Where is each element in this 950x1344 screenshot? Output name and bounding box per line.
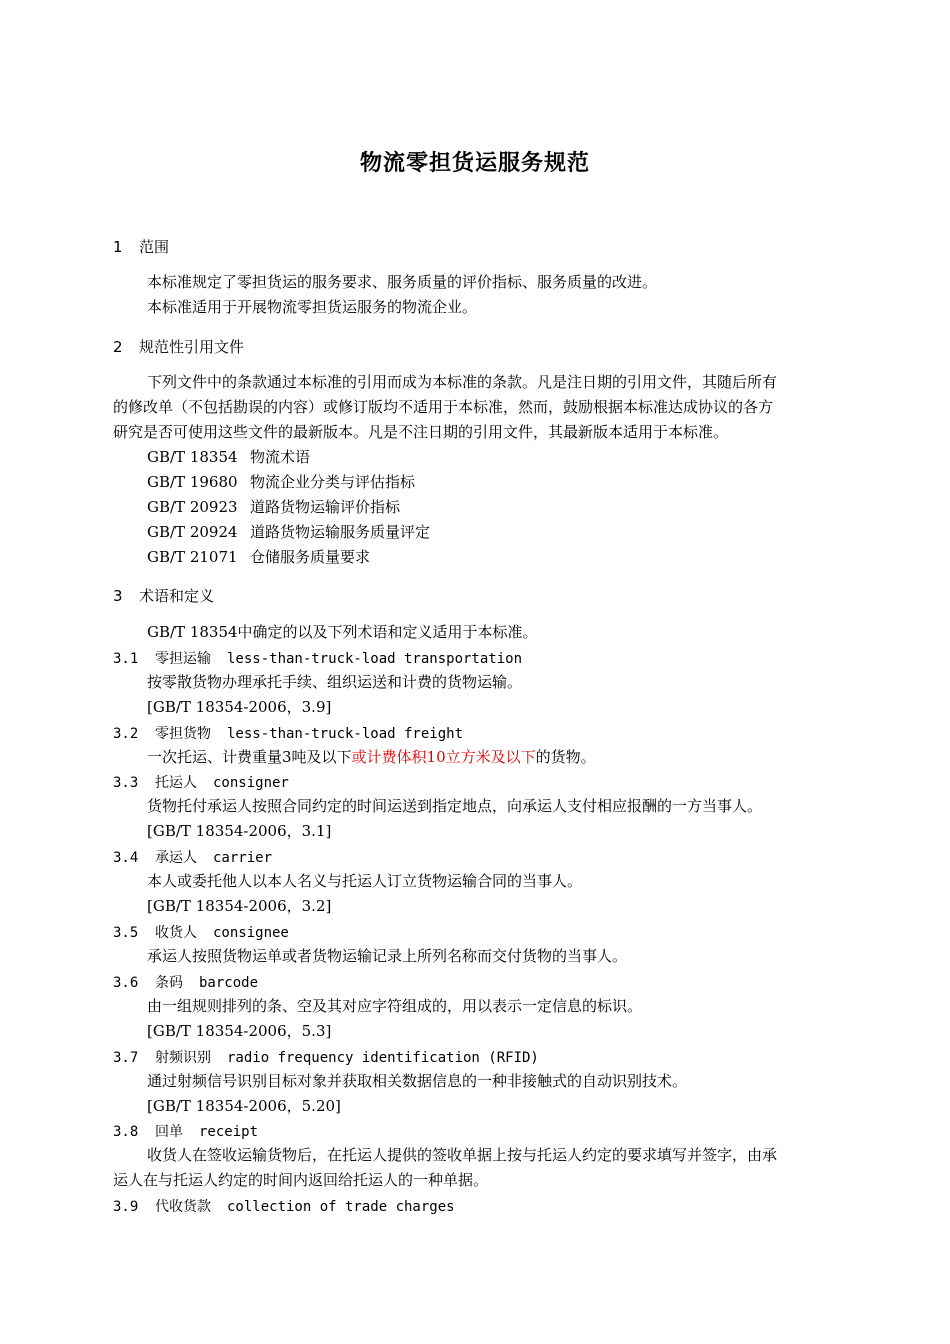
term-english: less-than-truck-load transportation	[227, 651, 523, 667]
term-definition: 通过射频信号识别目标对象并获取相关数据信息的一种非接触式的自动识别技术。	[147, 1072, 688, 1090]
reference-name: 物流术语	[250, 448, 311, 466]
term-definition: 按零散货物办理承托手续、组织运送和计费的货物运输。	[147, 673, 523, 691]
reference-name: 道路货物运输评价指标	[250, 498, 401, 516]
section-title: 术语和定义	[139, 587, 215, 605]
term-chinese: 射频识别	[155, 1050, 211, 1066]
term-source: [GB/T 18354-2006，3.1]	[147, 822, 332, 840]
term-chinese: 回单	[155, 1124, 183, 1140]
highlighted-text: 或计费体积10立方米及以下	[351, 748, 536, 766]
term-heading	[113, 1121, 258, 1141]
term-heading	[113, 1196, 455, 1216]
term-chinese: 代收货款	[155, 1199, 211, 1215]
term-number: 3.5	[113, 925, 139, 941]
reference-name: 物流企业分类与评估指标	[250, 473, 416, 491]
normative-paragraph-line-2: 的修改单（不包括勘误的内容）或修订版均不适用于本标准，然而，鼓励根据本标准达成协议的各方	[113, 398, 774, 416]
term-heading	[113, 1047, 539, 1067]
term-definition-line-1: 收货人在签收运输货物后，在托运人提供的签收单据上按与托运人约定的要求填写并签字，由承	[147, 1146, 778, 1164]
term-number: 3.6	[113, 975, 139, 991]
term-source: [GB/T 18354-2006，5.20]	[147, 1097, 341, 1115]
scope-paragraph-1: 本标准规定了零担货运的服务要求、服务质量的评价指标、服务质量的改进。	[147, 273, 658, 291]
term-english: receipt	[199, 1124, 259, 1140]
reference-item	[147, 522, 430, 542]
term-definition: 货物托付承运人按照合同约定的时间运送到指定地点，向承运人支付相应报酬的一方当事人。	[147, 797, 763, 815]
term-number: 3.8	[113, 1124, 139, 1140]
term-chinese: 条码	[155, 975, 183, 991]
section-title: 范围	[139, 238, 170, 256]
term-number: 3.7	[113, 1050, 139, 1066]
section-2-heading	[113, 336, 244, 357]
term-chinese: 零担货物	[155, 726, 211, 742]
section-number: 1	[113, 238, 123, 256]
term-heading	[113, 972, 258, 992]
terms-intro: GB/T 18354中确定的以及下列术语和定义适用于本标准。	[147, 623, 538, 641]
term-source: [GB/T 18354-2006，5.3]	[147, 1022, 332, 1040]
section-number: 3	[113, 587, 123, 605]
term-english: consigner	[213, 775, 289, 791]
term-number: 3.2	[113, 726, 139, 742]
term-definition: 承运人按照货物运单或者货物运输记录上所列名称而交付货物的当事人。	[147, 947, 628, 965]
scope-paragraph-2: 本标准适用于开展物流零担货运服务的物流企业。	[147, 298, 478, 316]
normative-paragraph-line-1: 下列文件中的条款通过本标准的引用而成为本标准的条款。凡是注日期的引用文件，其随后所有	[147, 373, 778, 391]
term-english: collection of trade charges	[227, 1199, 455, 1215]
term-english: barcode	[199, 975, 259, 991]
term-heading	[113, 922, 289, 942]
term-chinese: 零担运输	[155, 651, 211, 667]
reference-code: GB/T 19680	[147, 473, 238, 491]
reference-item	[147, 497, 400, 517]
term-heading	[113, 723, 463, 743]
term-definition-line-2: 运人在与托运人约定的时间内返回给托运人的一种单据。	[113, 1171, 489, 1189]
term-number: 3.9	[113, 1199, 139, 1215]
term-heading	[113, 648, 522, 668]
normative-paragraph-line-3: 研究是否可使用这些文件的最新版本。凡是不注日期的引用文件，其最新版本适用于本标准。	[113, 423, 729, 441]
definition-text: 的货物。	[535, 748, 596, 766]
term-english: radio frequency identification (RFID)	[227, 1050, 539, 1066]
term-chinese: 收货人	[155, 925, 197, 941]
reference-name: 仓储服务质量要求	[250, 548, 371, 566]
reference-code: GB/T 18354	[147, 448, 238, 466]
section-number: 2	[113, 338, 123, 356]
definition-text: 一次托运、计费重量3吨及以下	[147, 748, 352, 766]
reference-code: GB/T 21071	[147, 548, 238, 566]
term-number: 3.1	[113, 651, 139, 667]
reference-name: 道路货物运输服务质量评定	[250, 523, 431, 541]
section-title: 规范性引用文件	[139, 338, 245, 356]
term-source: [GB/T 18354-2006，3.2]	[147, 897, 332, 915]
reference-item	[147, 472, 415, 492]
term-source: [GB/T 18354-2006，3.9]	[147, 698, 332, 716]
term-number: 3.3	[113, 775, 139, 791]
term-heading	[113, 772, 289, 792]
term-number: 3.4	[113, 850, 139, 866]
term-definition: 本人或委托他人以本人名义与托运人订立货物运输合同的当事人。	[147, 872, 583, 890]
term-chinese: 承运人	[155, 850, 197, 866]
section-1-heading	[113, 236, 169, 257]
reference-item	[147, 447, 310, 467]
reference-item	[147, 547, 370, 567]
document-title: 物流零担货运服务规范	[359, 151, 590, 176]
term-definition	[147, 747, 596, 767]
term-english: consignee	[213, 925, 289, 941]
term-heading	[113, 847, 272, 867]
term-definition: 由一组规则排列的条、空及其对应字符组成的，用以表示一定信息的标识。	[147, 997, 643, 1015]
term-chinese: 托运人	[155, 775, 197, 791]
reference-code: GB/T 20923	[147, 498, 238, 516]
reference-code: GB/T 20924	[147, 523, 238, 541]
term-english: carrier	[213, 850, 273, 866]
term-english: less-than-truck-load freight	[227, 726, 464, 742]
section-3-heading	[113, 585, 214, 606]
